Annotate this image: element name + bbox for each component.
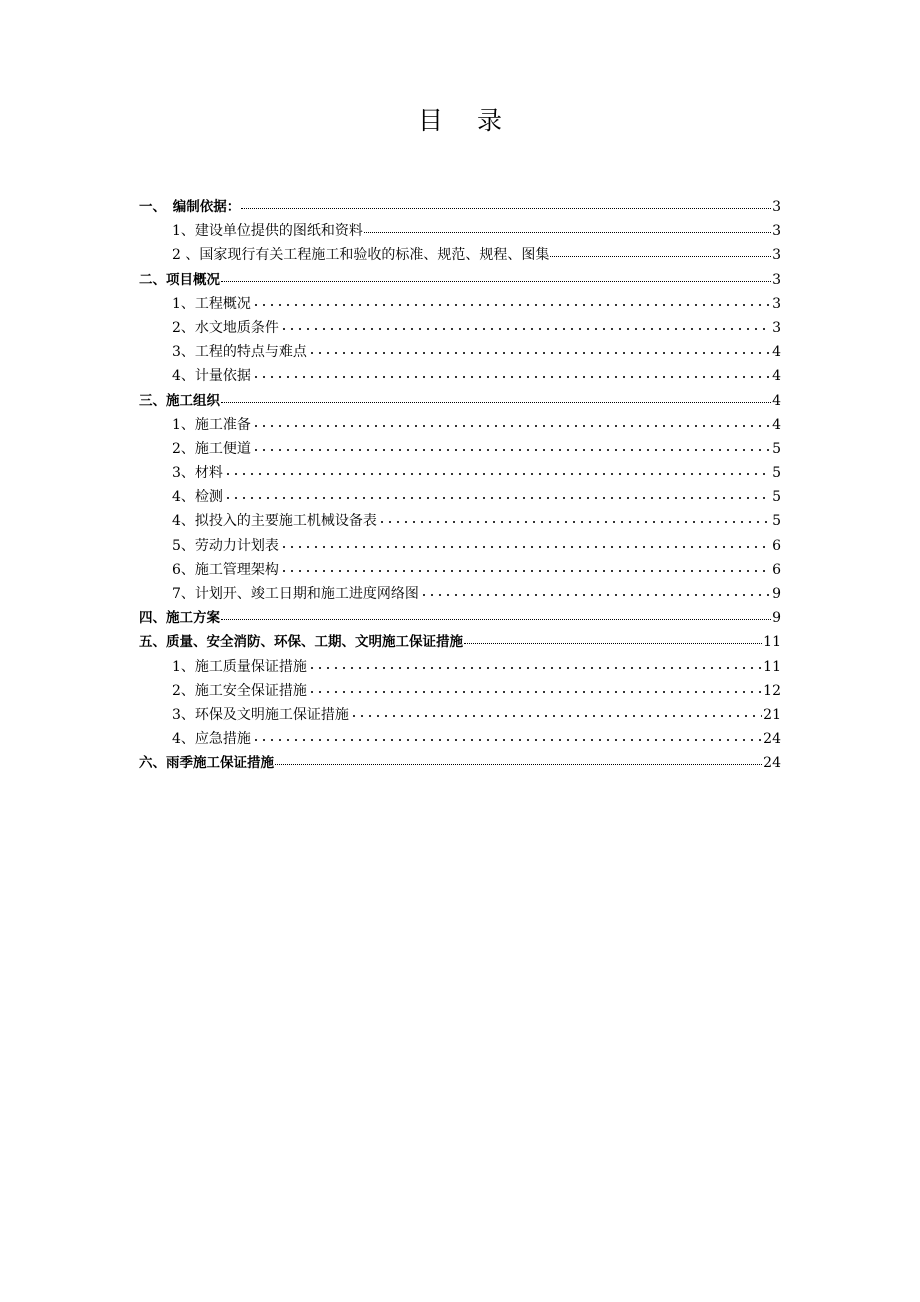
toc-dot-leader (275, 753, 762, 767)
toc-page-number: 4 (772, 392, 781, 409)
toc-entry-label: 六、雨季施工保证措施 (139, 755, 274, 772)
toc-entry-subsection[interactable] (139, 679, 781, 703)
toc-page-number: 4 (772, 416, 781, 433)
toc-entry-subsection[interactable] (139, 413, 781, 437)
toc-page-number: 3 (772, 319, 781, 336)
toc-entry-label: 二、项目概况 (139, 271, 220, 288)
toc-entry-section[interactable] (139, 606, 781, 630)
toc-dot-leader (308, 681, 762, 695)
toc-dot-leader (308, 657, 762, 671)
toc-page-number: 3 (772, 223, 781, 240)
toc-entry-section[interactable] (139, 389, 781, 413)
toc-dot-leader (221, 608, 771, 622)
toc-page-number: 4 (772, 368, 781, 385)
toc-page-number: 6 (772, 561, 781, 578)
toc-entry-label: 5、劳动力计划表 (172, 537, 279, 554)
toc-entry-label: 1、工程概况 (172, 295, 251, 312)
toc-entry-label: 四、施工方案 (139, 610, 220, 627)
toc-entry-subsection[interactable] (139, 727, 781, 751)
toc-dot-leader (241, 197, 771, 211)
toc-page-number: 21 (763, 706, 781, 723)
toc-entry-subsection[interactable] (139, 219, 781, 243)
toc-entry-label: 2、施工便道 (172, 440, 251, 457)
toc-dot-leader (350, 705, 762, 719)
toc-dot-leader (280, 560, 771, 574)
toc-entry-label: 2、水文地质条件 (172, 319, 279, 336)
page-title (0, 104, 920, 138)
toc-page-number: 3 (772, 271, 781, 288)
toc-dot-leader (252, 366, 771, 380)
toc-entry-label: 3、材料 (172, 465, 223, 482)
toc-page-number: 5 (772, 513, 781, 530)
toc-entry-section[interactable] (139, 268, 781, 292)
toc-entry-subsection[interactable] (139, 316, 781, 340)
toc-dot-leader (420, 584, 771, 598)
toc-page-number: 24 (763, 755, 781, 772)
toc-dot-leader (378, 511, 771, 525)
toc-dot-leader (252, 729, 762, 743)
toc-dot-leader (224, 487, 771, 501)
toc-entry-subsection[interactable] (139, 485, 781, 509)
toc-entry-label: 6、施工管理架构 (172, 561, 279, 578)
toc-entry-label: 1、施工质量保证措施 (172, 658, 307, 675)
toc-page-number: 24 (763, 731, 781, 748)
toc-page-number: 6 (772, 537, 781, 554)
toc-page-number: 5 (772, 489, 781, 506)
toc-page-number: 9 (772, 610, 781, 627)
toc-dot-leader (308, 342, 771, 356)
toc-entry-label: 五、质量、安全消防、环保、工期、文明施工保证措施 (139, 634, 463, 651)
table-of-contents (139, 195, 781, 776)
toc-entry-subsection[interactable] (139, 437, 781, 461)
toc-entry-label: 2、施工安全保证措施 (172, 682, 307, 699)
toc-entry-subsection[interactable] (139, 461, 781, 485)
toc-entry-subsection[interactable] (139, 655, 781, 679)
toc-dot-leader (221, 270, 771, 284)
toc-entry-label: 2 、国家现行有关工程施工和验收的标准、规范、规程、图集 (172, 247, 550, 264)
toc-entry-label: 1、施工准备 (172, 416, 251, 433)
toc-entry-subsection[interactable] (139, 340, 781, 364)
toc-dot-leader (252, 415, 771, 429)
toc-page-number: 3 (772, 295, 781, 312)
toc-dot-leader (280, 536, 771, 550)
toc-dot-leader (252, 294, 771, 308)
toc-dot-leader (464, 632, 762, 646)
toc-page-number: 5 (772, 465, 781, 482)
toc-dot-leader (224, 463, 771, 477)
toc-entry-subsection[interactable] (139, 509, 781, 533)
toc-entry-label: 4、应急措施 (172, 731, 251, 748)
toc-entry-label: 一、 编制依据： (139, 199, 241, 215)
toc-entry-subsection[interactable] (139, 534, 781, 558)
toc-page-number: 12 (763, 682, 781, 699)
toc-entry-label: 4、检测 (172, 489, 223, 506)
toc-entry-label: 三、施工组织 (139, 392, 220, 409)
toc-dot-leader (280, 318, 771, 332)
toc-entry-label: 3、工程的特点与难点 (172, 344, 307, 361)
toc-entry-label: 4、拟投入的主要施工机械设备表 (172, 513, 377, 530)
toc-entry-section[interactable] (139, 751, 781, 775)
toc-dot-leader (550, 245, 771, 259)
toc-page-number: 3 (772, 199, 781, 215)
toc-entry-label: 7、计划开、竣工日期和施工进度网络图 (172, 586, 419, 602)
toc-page-number: 3 (772, 247, 781, 264)
toc-entry-subsection[interactable] (139, 243, 781, 267)
toc-dot-leader (364, 221, 771, 235)
toc-entry-subsection[interactable] (139, 703, 781, 727)
toc-page-number: 9 (772, 586, 781, 602)
toc-entry-section[interactable] (139, 195, 781, 219)
toc-entry-subsection[interactable] (139, 582, 781, 606)
toc-entry-label: 1、建设单位提供的图纸和资料 (172, 223, 363, 240)
toc-dot-leader (221, 391, 771, 405)
title-part-1: 目 (417, 106, 443, 135)
toc-dot-leader (252, 439, 771, 453)
toc-page-number: 4 (772, 344, 781, 361)
title-part-2: 录 (477, 106, 503, 135)
toc-page-number: 11 (763, 658, 781, 675)
toc-entry-label: 4、计量依据 (172, 368, 251, 385)
toc-page-number: 5 (772, 440, 781, 457)
toc-entry-subsection[interactable] (139, 558, 781, 582)
toc-page-number: 11 (763, 634, 781, 651)
toc-entry-subsection[interactable] (139, 364, 781, 388)
toc-entry-section[interactable] (139, 630, 781, 654)
toc-entry-subsection[interactable] (139, 292, 781, 316)
toc-entry-label: 3、环保及文明施工保证措施 (172, 706, 349, 723)
